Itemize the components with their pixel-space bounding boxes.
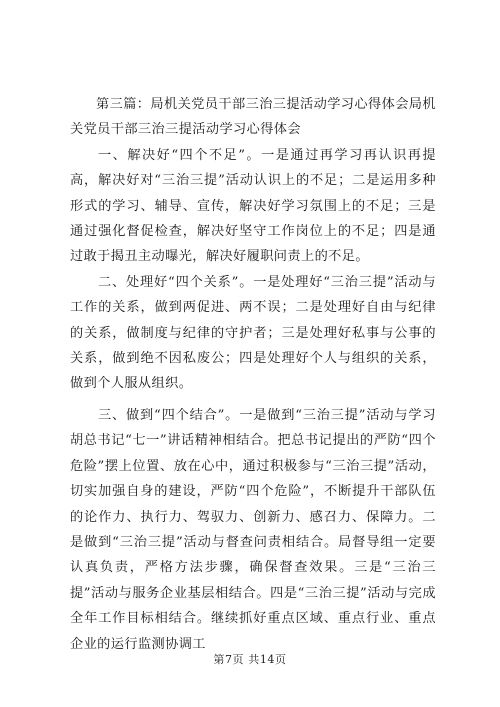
document-title: 第三篇：局机关党员干部三治三提活动学习心得体会局机关党员干部三治三提活动学习心得体会 [70,97,436,138]
paragraph-four-relations: 二、处理好“四个关系”。一是处理好“三治三提”活动与工作的关系，做到两促进、两不误；二是处理好自由与纪律的关系，做制度与纪律的守护者；三是处理好私事与公事的关系，做到绝不因私废公；四是处理好个人与组织的关系，做到个人服从组织。 [70,274,436,392]
page-footer: 第7页 共14页 [213,653,287,666]
paragraph-four-shortcomings: 一、解决好“四个不足”。一是通过再学习再认识再提高，解决好对“三治三提”活动认识上的不足；二是运用多种形式的学习、辅导、宣传，解决好学习氛围上的不足；三是通过强化督促检查，解决好坚守工作岗位上的不足；四是通过敢于揭丑主动曝光，解决好履职问责上的不足。 [70,147,436,265]
document-body [70,92,436,657]
paragraph-four-combinations: 三、做到“四个结合”。一是做到“三治三提”活动与学习胡总书记“七一”讲话精神相结合。把总书记提出的严防“四个危险”摆上位置、放在心中，通过积极参与“三治三提”活动，切实加强自身的建设，严防“四个危险”，不断提升干部队伍的论作力、执行力、驾驭力、创新力、感召力、保障力。二是做到“三治三提”活动与督查问责相结合。局督导组一定要认真负责，严格方法步骤，确保督查效果。三是“三治三提”活动与服务企业基层相结合。四是“三治三提”活动与完成全年工作目标相结合。继续抓好重点区域、重点行业、重点企业的运行监测协调工 [70,407,436,652]
